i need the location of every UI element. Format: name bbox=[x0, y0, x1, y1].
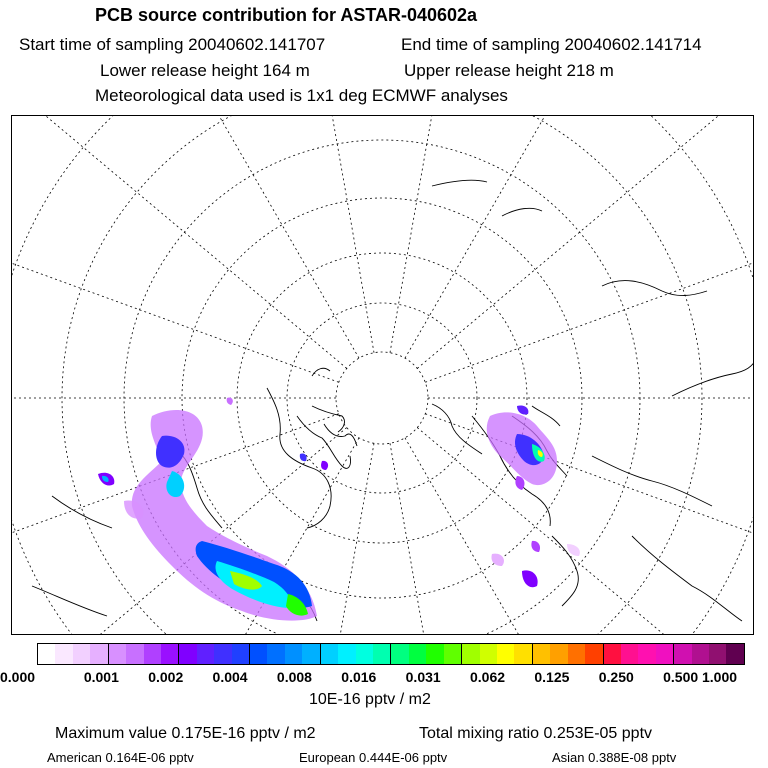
colorbar-tick-label: 0.000 bbox=[0, 669, 36, 685]
colorbar-cell bbox=[673, 644, 691, 664]
met-data-label: Meteorological data used is 1x1 deg ECMWF analyses bbox=[95, 86, 508, 105]
colorbar-cell bbox=[461, 644, 479, 664]
american-contribution: American 0.164E-06 pptv bbox=[47, 750, 194, 765]
colorbar-cell bbox=[426, 644, 443, 664]
colorbar-tick-label: 0.031 bbox=[405, 669, 441, 685]
colorbar-cell bbox=[161, 644, 178, 664]
colorbar-cell bbox=[249, 644, 267, 664]
colorbar-cell bbox=[178, 644, 196, 664]
colorbar-cell bbox=[214, 644, 231, 664]
colorbar-cell bbox=[709, 644, 726, 664]
colorbar-cell bbox=[38, 644, 55, 664]
plume-eurasian bbox=[487, 405, 580, 587]
meridian-line bbox=[390, 116, 538, 353]
asian-contribution: Asian 0.388E-08 pptv bbox=[552, 750, 677, 765]
colorbar-cell bbox=[285, 644, 302, 664]
meridian-line bbox=[12, 116, 347, 368]
colorbar-tick-label: 0.002 bbox=[148, 669, 184, 685]
meridian-line bbox=[12, 116, 359, 358]
colorbar-cell bbox=[90, 644, 107, 664]
plume-central bbox=[227, 398, 328, 470]
meridian-line bbox=[417, 428, 754, 635]
polar-map bbox=[11, 115, 754, 635]
colorbar-cell bbox=[656, 644, 673, 664]
colorbar-cell bbox=[126, 644, 143, 664]
colorbar-cell bbox=[444, 644, 461, 664]
colorbar-tick-label: 0.008 bbox=[276, 669, 312, 685]
colorbar-cell bbox=[267, 644, 284, 664]
colorbar-tick-label: 0.250 bbox=[598, 669, 634, 685]
meridian-line bbox=[226, 116, 374, 353]
colorbar-cell bbox=[144, 644, 161, 664]
colorbar-cell bbox=[692, 644, 709, 664]
plot-title: PCB source contribution for ASTAR-040602a bbox=[95, 5, 478, 25]
colorbar-cell bbox=[338, 644, 355, 664]
upper-height-label: Upper release height 218 m bbox=[404, 61, 614, 80]
colorbar-cell bbox=[726, 644, 743, 664]
colorbar-cell bbox=[532, 644, 550, 664]
colorbar-cell bbox=[497, 644, 514, 664]
plume-american bbox=[98, 410, 317, 621]
total-mixing-label: Total mixing ratio 0.253E-05 pptv bbox=[419, 725, 653, 742]
colorbar-tick-label: 1.000 bbox=[702, 669, 738, 685]
colorbar-tick-label: 0.016 bbox=[341, 669, 377, 685]
colorbar-cell bbox=[390, 644, 408, 664]
colorbar-tick-label: 0.062 bbox=[470, 669, 506, 685]
colorbar-cell bbox=[302, 644, 319, 664]
colorbar-cell bbox=[638, 644, 655, 664]
colorbar-cell bbox=[550, 644, 567, 664]
colorbar-tick-label: 0.004 bbox=[212, 669, 248, 685]
lower-height-label: Lower release height 164 m bbox=[100, 61, 310, 80]
colorbar-tick-label: 0.125 bbox=[534, 669, 570, 685]
colorbar-tick-label: 0.500 bbox=[663, 669, 699, 685]
colorbar-cell bbox=[409, 644, 426, 664]
meridian-line bbox=[12, 116, 339, 382]
meridian-line bbox=[390, 443, 538, 635]
colorbar-tick-label: 0.001 bbox=[83, 669, 119, 685]
coastlines bbox=[32, 180, 754, 621]
colorbar-cell bbox=[320, 644, 338, 664]
colorbar-cell bbox=[568, 644, 585, 664]
colorbar-cell bbox=[585, 644, 602, 664]
colorbar-cell bbox=[514, 644, 531, 664]
colorbar bbox=[37, 643, 745, 665]
colorbar-ticks bbox=[0, 669, 768, 689]
meridian-line bbox=[405, 438, 754, 635]
meridian-line bbox=[425, 116, 754, 382]
meridian-line bbox=[425, 414, 754, 635]
colorbar-cell bbox=[480, 644, 497, 664]
colorbar-cell bbox=[621, 644, 638, 664]
colorbar-units: 10E-16 pptv / m2 bbox=[309, 691, 431, 708]
polar-map-canvas bbox=[12, 116, 754, 635]
colorbar-cell bbox=[55, 644, 72, 664]
meridian-line bbox=[417, 116, 754, 368]
european-contribution: European 0.444E-06 pptv bbox=[299, 750, 448, 765]
colorbar-cell bbox=[373, 644, 390, 664]
colorbar-cell bbox=[108, 644, 126, 664]
meridian-line bbox=[405, 116, 754, 358]
colorbar-cell bbox=[232, 644, 249, 664]
colorbar-cell bbox=[356, 644, 373, 664]
latitude-circles bbox=[12, 116, 754, 635]
colorbar-cell bbox=[603, 644, 621, 664]
colorbar-cell bbox=[197, 644, 214, 664]
meridian-lines bbox=[12, 116, 754, 635]
end-time-label: End time of sampling 20040602.141714 bbox=[401, 35, 702, 54]
colorbar-cell bbox=[73, 644, 90, 664]
max-value-label: Maximum value 0.175E-16 pptv / m2 bbox=[55, 725, 316, 742]
start-time-label: Start time of sampling 20040602.141707 bbox=[19, 35, 326, 54]
